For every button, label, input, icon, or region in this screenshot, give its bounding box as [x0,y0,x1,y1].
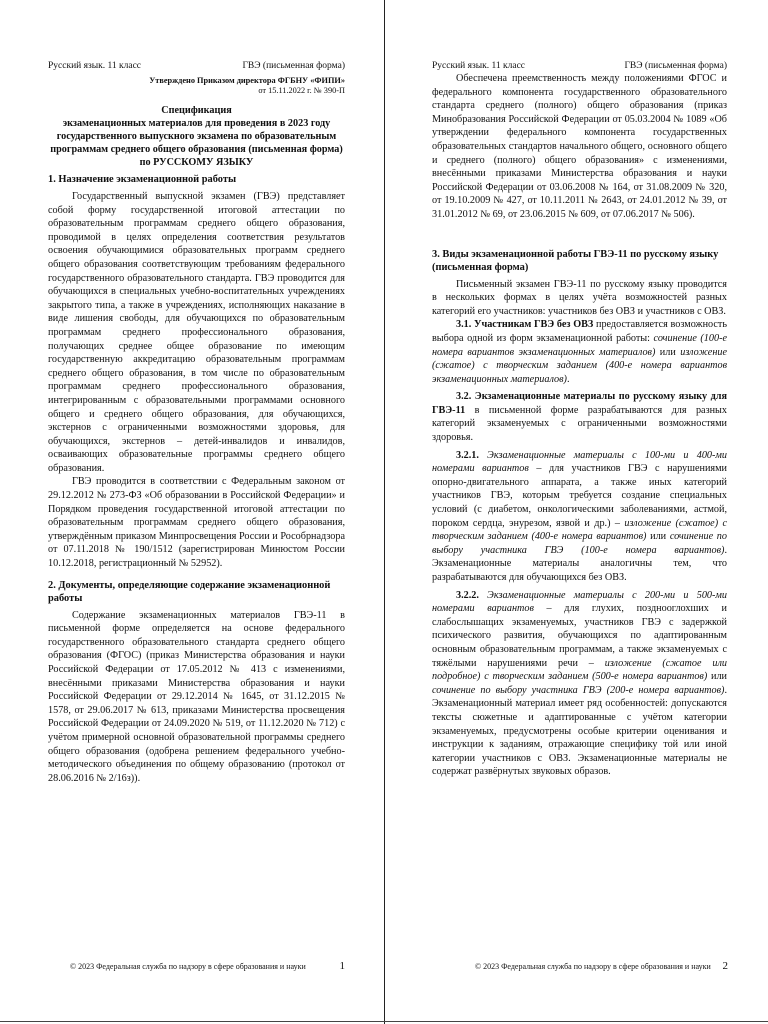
document-title [48,104,345,169]
page-number: 1 [339,960,345,972]
text-run: или [655,346,681,358]
header-exam-form: ГВЭ (письменная форма) [624,61,727,71]
italic-run: сочинение (100-е номера вариантов экзаменационных материалов) [432,332,728,358]
header-exam-form: ГВЭ (письменная форма) [242,61,345,71]
text-run: – для участников ГВЭ с нарушениями опорно-двигательного аппарата, а также иных категорий участников ГВЭ, которым требуется создание специальных условий (с диабетом, онкологическими заболеваниями, астмой, пороком сердца, энурезом, язвой и др.) – [432,463,727,529]
text-run: предоставляется возможность выбора одной из форм экзаменационной работы: [432,319,728,344]
text-run: или [707,671,727,683]
italic-run: Экзаменационные материалы с 100-ми и 400-ми номерами вариантов [432,449,727,475]
page-header [432,60,727,72]
page-2 [385,0,768,1024]
subsection-label: 3.2. Экзаменационные материалы по русскому языку для ГВЭ-11 [432,391,727,416]
approval-line: Утверждено Приказом директора ФГБНУ «ФИПИ» [149,76,345,85]
page-1-content [48,60,345,785]
subsection-label: 3.2.2. [456,589,479,601]
italic-run: сочинение по выбору участника ГВЭ (100-е номера вариантов) [432,531,727,556]
title-line: экзаменационных материалов для проведения в 2023 году [62,118,331,129]
approval-date: от 15.11.2022 г. № 390-П [258,86,345,95]
italic-run: сочинение по выбору участника ГВЭ (200-е номера вариантов) [432,684,725,696]
section-3-heading: 3. Виды экзаменационной работы ГВЭ-11 по русскому языку [432,248,719,260]
bottom-border [0,1021,768,1022]
page-number: 2 [722,960,728,972]
subsection-3-2 [432,390,727,444]
page-header [48,60,345,72]
section-1-paragraph: Государственный выпускной экзамен (ГВЭ) представляет собой форму государственной итоговой аттестации по образовательным программам среднего общего образования, проводимой в целях определения соответствия результатов освоения обучающимися образовательных программ среднего общего образования соответствующим требованиям федерального государственного образовательного стандарта. ГВЭ проводится для обучающихся в специальных учебно-воспитательных учреждениях закрытого типа, а также в учреждениях, исполняющих наказание в виде лишения свободы, для обучающихся по образовательным программам среднего профессионального образования, получающих среднее общее образование по имеющим государственную аккредитацию образовательным программам среднего общего образования, в том числе по образовательным программам среднего профессионального образования, интегрированным с образовательными программами основного общего и среднего общего образования, для обучающихся, экстернов с ограниченными возможностями здоровья, для обучающихся, экстернов – детей-инвалидов и инвалидов, осваивающих образовательные программы среднего общего образования. [48,191,345,474]
page-footer [70,960,345,972]
title-line: по РУССКОМУ ЯЗЫКУ [139,157,254,168]
title-line: Спецификация [161,105,232,116]
subsection-3-2-2 [432,589,727,779]
text-run: или [646,531,670,543]
title-line: программам среднего общего образования (письменная форма) [50,144,343,155]
section-3-heading-sub: (письменная форма) [432,261,529,273]
section-1-heading: 1. Назначение экзаменационной работы [48,174,237,185]
section-2-paragraph: Содержание экзаменационных материалов ГВЭ-11 в письменной форме определяется на основе федерального государственного образовательного стандарта среднего общего образования (ФГОС) (приказ Министерства образования и науки Российской Федерации от 17.05.2012 № 413 с изменениями, внесёнными приказами Министерства образования и науки Российской Федерации от 29.12.2014 № 1645, от 31.12.2015 № 1578, от 29.06.2017 № 613, приказами Министерства просвещения Российской Федерации от 24.09.2020 № 519, от 11.12.2020 № 712) с учётом примерной основной образовательной программы среднего общего образования (одобрена решением федерального учебно-методического объединения по общему образованию (протокол от 28.06.2016 № 2/16з)). [48,609,345,784]
italic-run: изложение (сжатое) с творческим заданием (400-е номера вариантов) [432,517,727,543]
text-run: . [566,373,570,385]
text-run: – для глухих, позднооглохших и слабослышащих экзаменуемых, участников ГВЭ с задержкой психического развития, обучающихся по адаптированным основным образовательным программам, а также экзаменуемых с тяжёлыми нарушениями речи – [432,603,727,669]
header-subject: Русский язык. 11 класс [432,61,526,71]
title-line: государственного выпускного экзамена по образовательным [56,131,337,142]
approval-note [48,76,345,96]
footer-copyright: © 2023 Федеральная служба по надзору в сфере образования и науки [475,962,711,971]
subsection-3-2-1 [432,449,727,585]
section-3-paragraph: Письменный экзамен ГВЭ-11 по русскому языку проводится в нескольких формах в целях учёта возможностей разных категорий его участников: участников без ОВЗ и участников с ОВЗ. [432,278,727,317]
text-run: . Экзаменационные материалы аналогичны тем, что разрабатываются для обучающихся без ОВЗ. [432,544,727,583]
page-footer [475,960,728,972]
subsection-3-1 [432,318,727,386]
italic-run: изложение (сжатое) с творческим заданием (400-е номера вариантов экзаменационных материалов) [432,346,727,385]
section-1-paragraph: ГВЭ проводится в соответствии с Федеральным законом от 29.12.2012 № 273-ФЗ «Об образовании в Российской Федерации» и Порядком проведения государственной итоговой аттестации по образовательным программам среднего общего образования, утверждённым приказом Минпросвещения России и Рособрнадзора от 07.11.2018 № 190/1512 (зарегистрирован Минюстом России 10.12.2018, регистрационный № 52952). [48,476,345,570]
text-run: в письменной форме разрабатываются для разных категорий экзаменуемых с ограниченными возможностями здоровья. [432,404,727,444]
subsection-label: 3.1. Участникам ГВЭ без ОВЗ [456,319,594,331]
section-2-heading: 2. Документы, определяющие содержание экзаменационной работы [48,579,331,604]
page-2-content [432,60,727,779]
text-run: . Экзаменационный материал имеет ряд особенностей: допускаются тексты сюжетные и адаптированные с учётом категории экзаменуемых, предусмотрены особые критерии оценивания и инструкции к заданиям, отражающие специфику той или иной категории участников с ОВЗ. Экзаменационные материалы не содержат развёрнутых звуковых образов. [432,684,727,778]
continuation-paragraph: Обеспечена преемственность между положениями ФГОС и федерального компонента государственного образовательного стандарта среднего (полного) общего образования (приказ Минобразования Российской Федерации от 05.03.2004 № 1089 «Об утверждении федерального компонента государственных образовательных стандартов начального общего, основного общего и среднего (полного) общего образования» с изменениями, внесёнными приказами Министерства образования и науки Российской Федерации от 03.06.2008 № 164, от 31.08.2009 № 320, от 19.10.2009 № 427, от 10.11.2011 № 2643, от 24.01.2012 № 39, от 31.01.2012 № 69, от 23.06.2015 № 609, от 07.06.2017 № 506). [432,73,727,220]
italic-run: изложение (сжатое или подробное) с творческим заданием (500-е номера вариантов) [432,657,727,683]
italic-run: Экзаменационные материалы с 200-ми и 500-ми номерами вариантов [432,589,727,615]
subsection-label: 3.2.1. [456,449,479,461]
header-subject: Русский язык. 11 класс [48,61,142,71]
footer-copyright: © 2023 Федеральная служба по надзору в сфере образования и науки [70,962,306,971]
